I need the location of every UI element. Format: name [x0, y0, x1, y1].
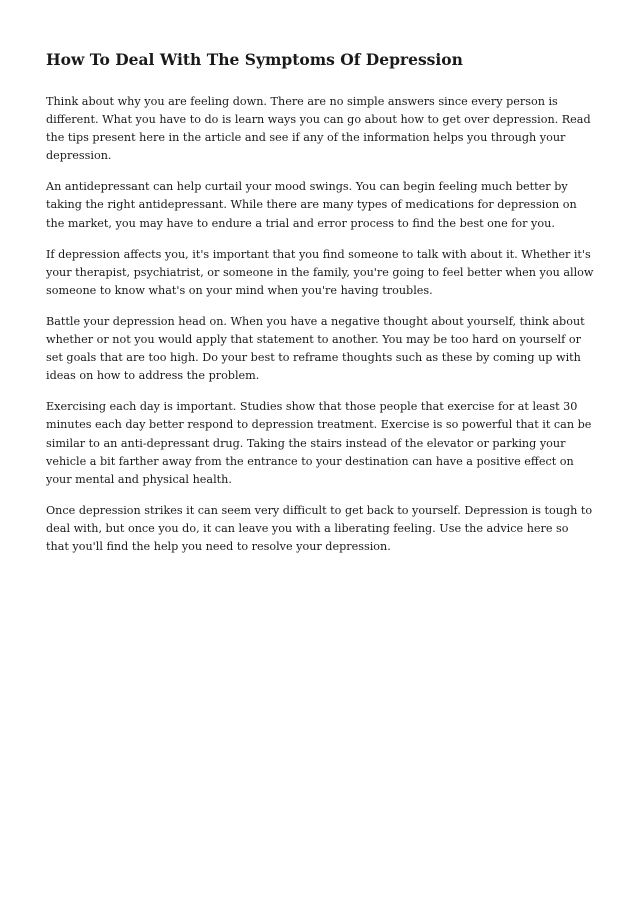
paragraph-exercise: Exercising each day is important. Studies show that those people that exercise for at least 30 minutes each day better respond to depression treatment. Exercise is so powerful that it can be similar to an anti-depressant drug. Taking the stairs instead of the elevator or parking your vehicle a bit farther away from the entrance to your destination can have a positive effect on your mental and physical health. — [46, 400, 592, 486]
paragraph-battle-depression: Battle your depression head on. When you have a negative thought about yourself, think about whether or not you would apply that statement to another. You may be too hard on yourself or set goals that are too high. Do your best to reframe thoughts such as these by coming up with ideas on how to address the problem. — [46, 314, 585, 383]
document-page — [46, 50, 594, 569]
paragraph-conclusion: Once depression strikes it can seem very difficult to get back to yourself. Depression is tough to deal with, but once you do, it can leave you with a liberating feeling. Use the advice here so that you'll find the help you need to resolve your depression. — [46, 503, 593, 553]
paragraph-talk-to-someone: If depression affects you, it's important that you find someone to talk with about it. Whether it's your therapist, psychiatrist, or someone in the family, you're going to feel better when you allow someone to know what's on your mind when you're having troubles. — [46, 247, 594, 297]
paragraph-intro: Think about why you are feeling down. There are no simple answers since every person is different. What you have to do is learn ways you can go about how to get over depression. Read the tips present here in the article and see if any of the information helps you through your depression. — [46, 95, 591, 163]
paragraph-antidepressant: An antidepressant can help curtail your mood swings. You can begin feeling much better by taking the right antidepressant. While there are many types of medications for depression on the market, you may have to endure a trial and error process to find the best one for you. — [46, 180, 577, 230]
document-title: How To Deal With The Symptoms Of Depression — [46, 50, 463, 69]
